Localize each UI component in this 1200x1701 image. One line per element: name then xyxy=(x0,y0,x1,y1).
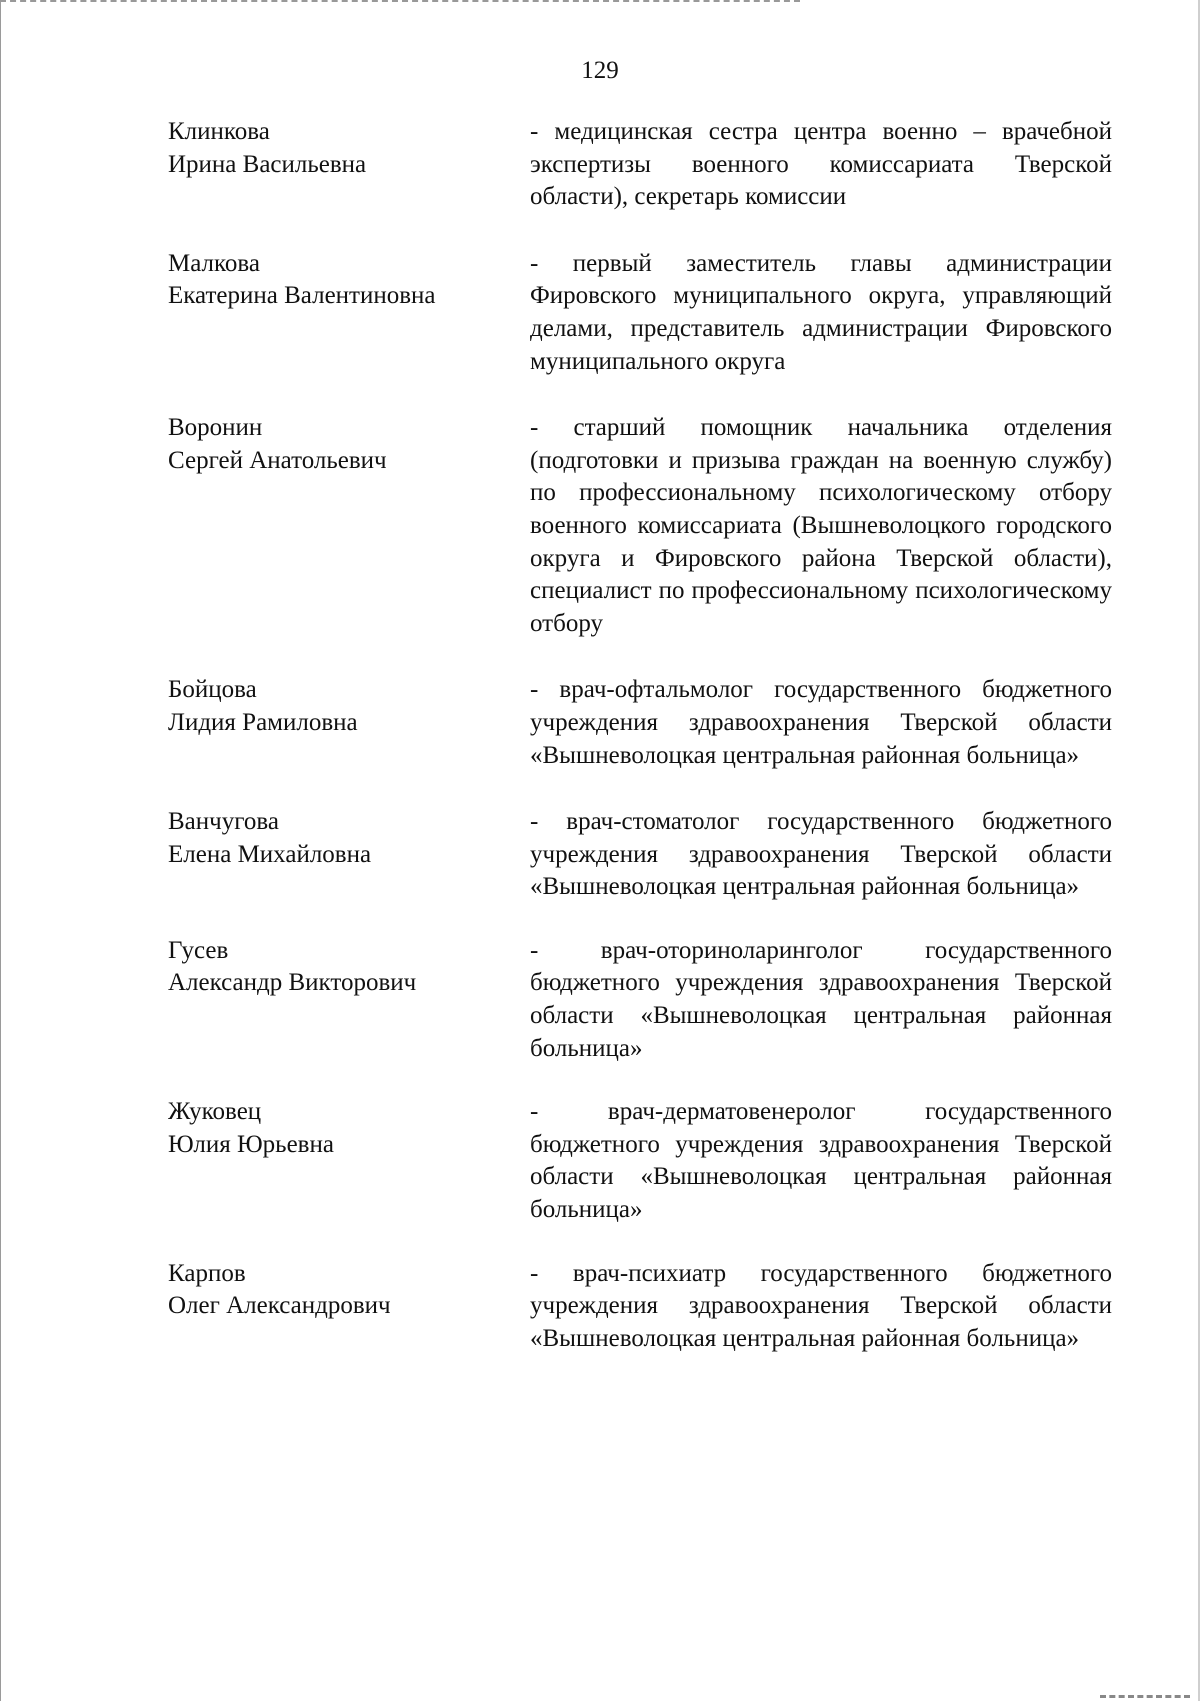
member-name xyxy=(168,412,530,477)
member-role: - врач-офтальмолог государственного бюджетного учреждения здравоохранения Тверской области «Вышневолоцкая центральная районная больница» xyxy=(530,676,1112,769)
member-surname: Ванчугова xyxy=(168,808,279,836)
member-surname: Гусев xyxy=(168,936,229,964)
member-given-names: Ирина Васильевна xyxy=(168,150,367,178)
member-name xyxy=(168,1258,530,1323)
member-given-names: Александр Викторович xyxy=(168,969,417,997)
member-name xyxy=(168,674,530,739)
member-entry xyxy=(168,1258,1112,1356)
member-role: - врач-дерматовенеролог государственного бюджетного учреждения здравоохранения Тверской области «Вышневолоцкая центральная районная больница» xyxy=(530,1098,1112,1224)
member-given-names: Сергей Анатольевич xyxy=(168,446,387,474)
member-given-names: Лидия Рамиловна xyxy=(168,708,358,736)
member-surname: Клинкова xyxy=(168,118,270,145)
member-surname: Малкова xyxy=(168,249,260,277)
scan-edge-bottom xyxy=(1100,1695,1190,1698)
member-role: - старший помощник начальника отделения (подготовки и призыва граждан на военную службу) по профессиональному психологическому отбору военного комиссариата (Вышневолоцкого городского округа и Фировского района Тверской области), специалист по профессиональному психологическому отбору xyxy=(530,414,1112,637)
member-entry xyxy=(168,674,1112,772)
commission-members-list xyxy=(168,116,1112,1355)
member-role: - первый заместитель главы администрации Фировского муниципального округа, управляющий делами, представитель администрации Фировского муниципального округа xyxy=(530,249,1112,375)
member-given-names: Екатерина Валентиновна xyxy=(168,282,436,310)
member-role: - медицинская сестра центра военно – врачебной экспертизы военного комиссариата Тверской области), секретарь комиссии xyxy=(530,118,1112,211)
member-name xyxy=(168,935,530,1000)
member-given-names: Юлия Юрьевна xyxy=(168,1130,334,1158)
member-entry xyxy=(168,935,1112,1065)
member-surname: Жуковец xyxy=(168,1098,262,1126)
scan-edge-top xyxy=(0,0,800,4)
page-number: 129 xyxy=(581,57,619,84)
member-surname: Бойцова xyxy=(168,676,257,704)
member-name xyxy=(168,806,530,871)
member-entry xyxy=(168,412,1112,640)
member-name xyxy=(168,116,530,181)
member-entry xyxy=(168,248,1112,378)
member-role: - врач-оториноларинголог государственного бюджетного учреждения здравоохранения Тверской области «Вышневолоцкая центральная районная больница» xyxy=(530,936,1112,1062)
member-role: - врач-стоматолог государственного бюджетного учреждения здравоохранения Тверской области «Вышневолоцкая центральная районная больница» xyxy=(530,808,1112,901)
member-given-names: Елена Михайловна xyxy=(168,840,372,868)
member-entry xyxy=(168,116,1112,214)
member-given-names: Олег Александрович xyxy=(168,1292,391,1320)
member-role: - врач-психиатр государственного бюджетного учреждения здравоохранения Тверской области «Вышневолоцкая центральная районная больница» xyxy=(530,1259,1112,1352)
member-surname: Воронин xyxy=(168,414,263,442)
member-name xyxy=(168,248,530,313)
member-entry xyxy=(168,806,1112,904)
member-surname: Карпов xyxy=(168,1259,246,1287)
member-name xyxy=(168,1096,530,1161)
member-entry xyxy=(168,1096,1112,1226)
scan-edge-left xyxy=(0,0,1,1701)
